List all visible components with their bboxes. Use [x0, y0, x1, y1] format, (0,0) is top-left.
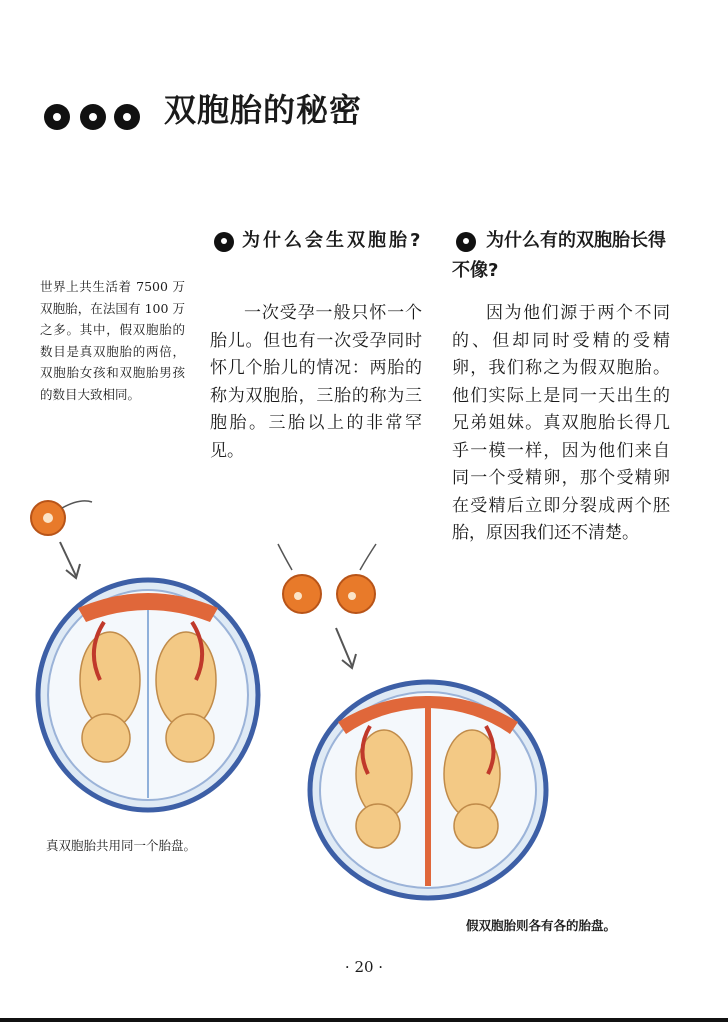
header-dot-icon	[114, 104, 140, 130]
header-dot-icon	[44, 104, 70, 130]
header-dot-icon	[80, 104, 106, 130]
fertilized-egg-icon	[283, 575, 321, 613]
section-2-title: 为什么有的双胞胎长得不像?	[452, 230, 666, 281]
womb-separate-placentas	[310, 682, 546, 898]
fraternal-twins-illustration	[260, 536, 560, 906]
bottom-rule	[0, 1018, 728, 1022]
side-note-text: 世界上共生活着 7500 万双胞胎，在法国有 100 万之多。其中，假双胞胎的数目是真双胞胎的两倍，双胞胎女孩和双胞胎男孩的数目大致相同。	[40, 279, 185, 402]
identical-twins-caption: 真双胞胎共用同一个胎盘。	[46, 838, 197, 853]
fraternal-twins-caption: 假双胞胎则各有各的胎盘。	[466, 918, 617, 933]
fertilized-egg-icon	[31, 501, 92, 535]
page-number: · 20 ·	[344, 958, 384, 976]
section-1-title: 为什么会生双胞胎?	[242, 230, 424, 251]
section-1-body: 一次受孕一般只怀一个胎儿。但也有一次受孕同时怀几个胎儿的情况：两胎的称为双胞胎，三胎的称为三胞胎。三胎以上的非常罕见。	[210, 303, 422, 461]
fertilized-egg-icon	[337, 575, 375, 613]
page-title: 双胞胎的秘密	[164, 91, 363, 129]
section-2-body: 因为他们源于两个不同的、但却同时受精的受精卵，我们称之为假双胞胎。他们实际上是同一天出生的兄弟姐妹。真双胞胎长得几乎一模一样，因为他们来自同一个受精卵，那个受精卵在受精后立即分裂成两个胚胎，原因我们还不清楚。	[452, 303, 670, 543]
identical-twins-illustration	[20, 480, 270, 830]
womb-shared-placenta	[38, 580, 258, 810]
